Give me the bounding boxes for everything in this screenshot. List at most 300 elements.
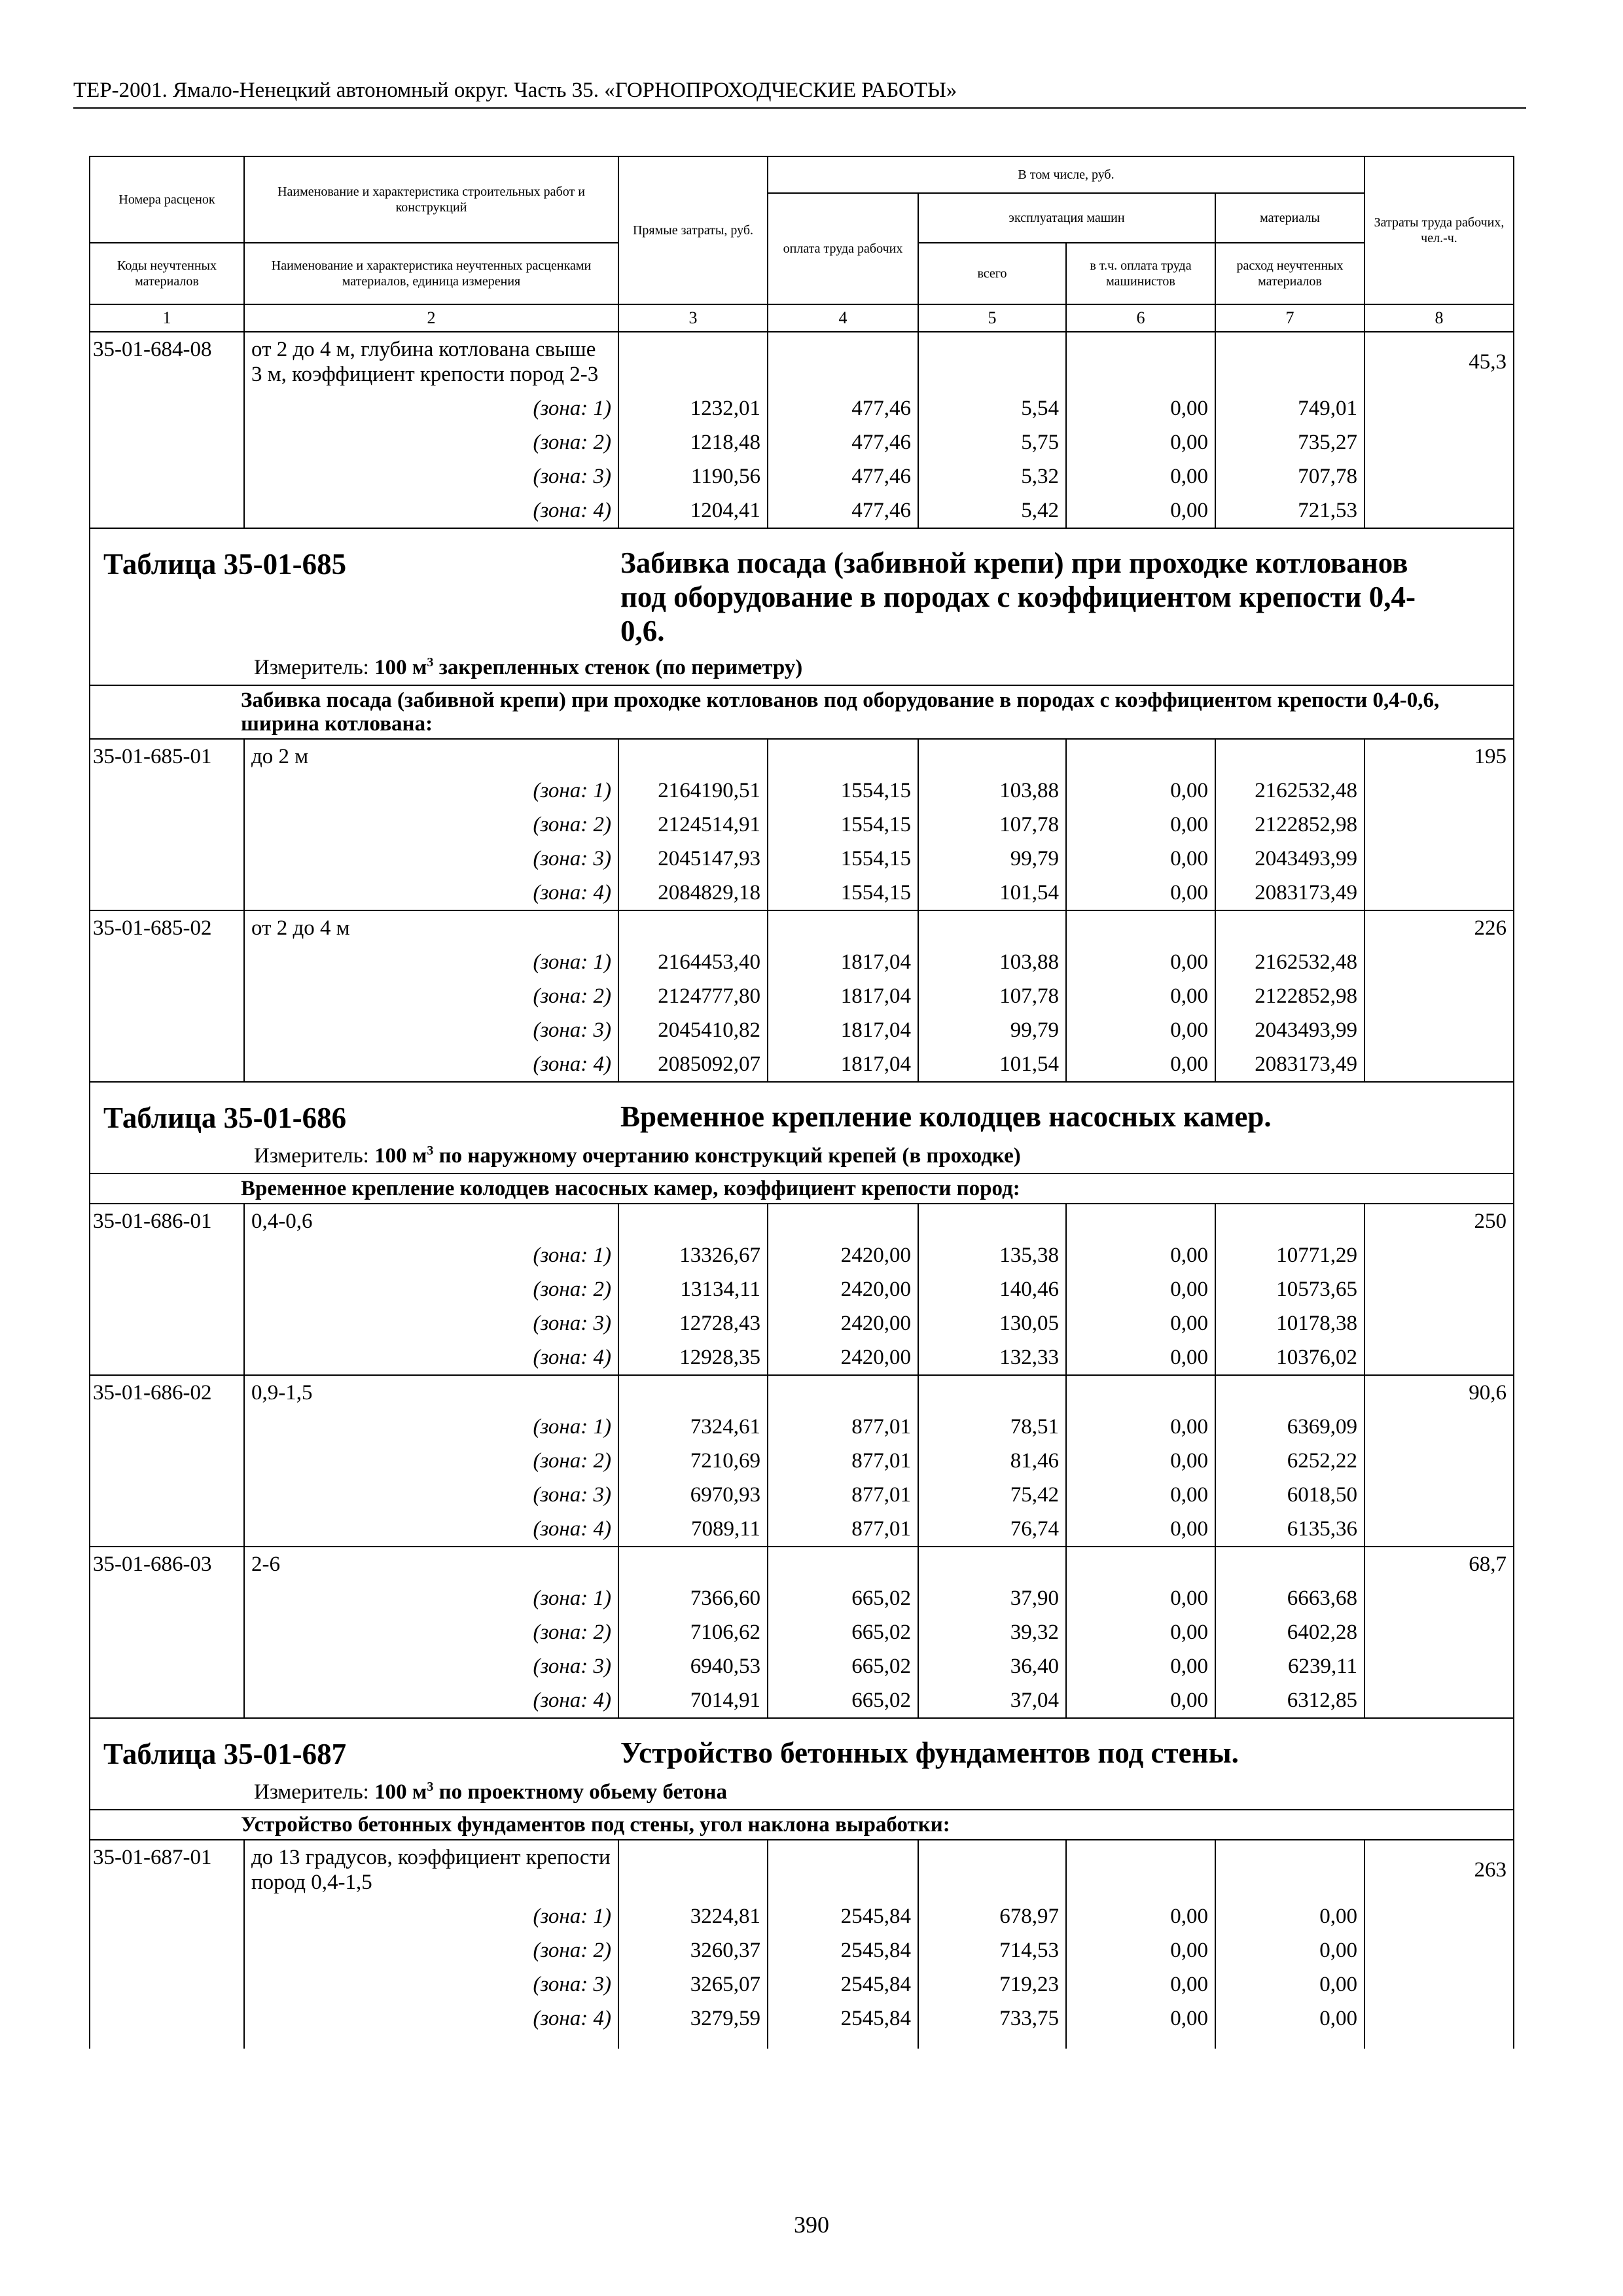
empty-cell <box>1364 459 1514 493</box>
machine-cost: 733,75 <box>918 2001 1066 2036</box>
empty-cell <box>90 493 244 528</box>
section-heading: Устройство бетонных фундаментов под стены, угол наклона выработки: <box>90 1810 1514 1840</box>
empty-cell <box>768 1204 918 1238</box>
zone-label: (зона: 2) <box>244 1272 618 1306</box>
col-wages: оплата труда рабочих <box>768 193 918 304</box>
labor-cost: 263 <box>1364 1840 1514 1899</box>
measure-unit-power: 3 <box>427 1143 434 1158</box>
machinist-wages: 0,00 <box>1066 1933 1215 1967</box>
col-code-bottom: Коды неучтенных материалов <box>90 243 244 304</box>
section-heading-row <box>90 1174 1514 1204</box>
machine-cost: 5,75 <box>918 425 1066 459</box>
labor-cost: 195 <box>1364 739 1514 774</box>
machine-cost: 107,78 <box>918 979 1066 1013</box>
zone-row <box>90 1272 1514 1306</box>
col-num: 6 <box>1066 304 1215 332</box>
rate-name: 0,9-1,5 <box>244 1375 618 1410</box>
worker-wages: 1817,04 <box>768 1013 918 1047</box>
section-heading: Временное крепление колодцев насосных камер, коэффициент крепости пород: <box>90 1174 1514 1204</box>
machine-cost: 130,05 <box>918 1306 1066 1340</box>
materials-cost: 721,53 <box>1215 493 1364 528</box>
materials-cost: 2162532,48 <box>1215 774 1364 808</box>
empty-cell <box>90 425 244 459</box>
machinist-wages: 0,00 <box>1066 459 1215 493</box>
zone-row <box>90 774 1514 808</box>
measure-prefix: Измеритель: <box>254 656 375 679</box>
zone-label: (зона: 2) <box>244 1444 618 1478</box>
table-title-line <box>103 1100 1500 1136</box>
rate-name: 0,4-0,6 <box>244 1204 618 1238</box>
empty-cell <box>90 1899 244 1933</box>
empty-cell <box>90 876 244 910</box>
direct-cost: 2124514,91 <box>618 808 768 842</box>
measure-description: закрепленных стенок (по периметру) <box>433 656 803 679</box>
machine-cost: 5,42 <box>918 493 1066 528</box>
rate-name: от 2 до 4 м <box>244 910 618 945</box>
zone-row <box>90 1047 1514 1082</box>
materials-cost: 2043493,99 <box>1215 1013 1364 1047</box>
machine-cost: 5,54 <box>918 391 1066 425</box>
direct-cost: 6970,93 <box>618 1478 768 1512</box>
empty-cell <box>90 1967 244 2001</box>
zone-label: (зона: 4) <box>244 876 618 910</box>
section-heading-row <box>90 685 1514 739</box>
empty-cell <box>1066 1547 1215 1581</box>
empty-cell <box>1364 1013 1514 1047</box>
direct-cost: 13134,11 <box>618 1272 768 1306</box>
zone-row <box>90 459 1514 493</box>
zone-row <box>90 493 1514 528</box>
direct-cost: 6940,53 <box>618 1649 768 1683</box>
worker-wages: 877,01 <box>768 1444 918 1478</box>
zone-row <box>90 2001 1514 2036</box>
direct-cost: 7106,62 <box>618 1615 768 1649</box>
materials-cost: 2122852,98 <box>1215 979 1364 1013</box>
empty-cell <box>1364 493 1514 528</box>
empty-cell <box>1364 2001 1514 2036</box>
empty-cell <box>618 1840 768 1899</box>
zone-row <box>90 391 1514 425</box>
zone-label: (зона: 2) <box>244 425 618 459</box>
rate-code: 35-01-685-01 <box>90 739 244 774</box>
worker-wages: 2420,00 <box>768 1238 918 1272</box>
labor-cost: 45,3 <box>1364 332 1514 391</box>
measure-unit-base: 100 м <box>374 656 427 679</box>
direct-cost: 7089,11 <box>618 1512 768 1547</box>
empty-cell <box>1364 808 1514 842</box>
empty-cell <box>90 1581 244 1615</box>
zone-row <box>90 1512 1514 1547</box>
worker-wages: 2420,00 <box>768 1272 918 1306</box>
machine-cost: 132,33 <box>918 1340 1066 1375</box>
zone-row <box>90 945 1514 979</box>
direct-cost: 2045147,93 <box>618 842 768 876</box>
direct-cost: 1218,48 <box>618 425 768 459</box>
measure-unit <box>254 1136 1500 1173</box>
table-heading <box>90 528 1514 685</box>
materials-cost: 6663,68 <box>1215 1581 1364 1615</box>
zone-label: (зона: 1) <box>244 1899 618 1933</box>
materials-cost: 2162532,48 <box>1215 945 1364 979</box>
rate-code: 35-01-687-01 <box>90 1840 244 1899</box>
zone-row <box>90 1306 1514 1340</box>
machinist-wages: 0,00 <box>1066 1512 1215 1547</box>
empty-cell <box>918 1840 1066 1899</box>
zone-label: (зона: 1) <box>244 945 618 979</box>
col-num: 8 <box>1364 304 1514 332</box>
empty-cell <box>90 1512 244 1547</box>
empty-cell <box>1215 1547 1364 1581</box>
machine-cost: 140,46 <box>918 1272 1066 1306</box>
table-heading-row <box>90 528 1514 685</box>
worker-wages: 665,02 <box>768 1683 918 1718</box>
empty-cell <box>918 739 1066 774</box>
zone-row <box>90 808 1514 842</box>
zone-label: (зона: 2) <box>244 808 618 842</box>
zone-row <box>90 1410 1514 1444</box>
table-heading-row <box>90 1082 1514 1174</box>
machinist-wages: 0,00 <box>1066 842 1215 876</box>
worker-wages: 877,01 <box>768 1512 918 1547</box>
empty-cell <box>1364 2036 1514 2049</box>
materials-cost: 6135,36 <box>1215 1512 1364 1547</box>
empty-cell <box>90 774 244 808</box>
measure-description: по проектному обьему бетона <box>433 1780 728 1804</box>
measure-value <box>374 656 802 679</box>
direct-cost: 3260,37 <box>618 1933 768 1967</box>
direct-cost: 7014,91 <box>618 1683 768 1718</box>
empty-cell <box>1364 391 1514 425</box>
empty-cell <box>1364 979 1514 1013</box>
col-code-top: Номера расценок <box>90 156 244 243</box>
materials-cost: 6402,28 <box>1215 1615 1364 1649</box>
empty-cell <box>918 1547 1066 1581</box>
empty-cell <box>1364 1238 1514 1272</box>
column-numbers-row <box>90 304 1514 332</box>
item-row <box>90 1204 1514 1238</box>
empty-cell <box>1364 1967 1514 2001</box>
empty-cell <box>618 332 768 391</box>
zone-label: (зона: 3) <box>244 1967 618 2001</box>
machine-cost: 81,46 <box>918 1444 1066 1478</box>
col-name-bottom: Наименование и характеристика неучтенных расценками материалов, единица измерения <box>244 243 618 304</box>
item-row <box>90 1840 1514 1899</box>
empty-cell <box>1364 1512 1514 1547</box>
table-id: Таблица 35-01-685 <box>103 548 347 581</box>
empty-cell <box>1364 1683 1514 1718</box>
zone-row <box>90 1615 1514 1649</box>
materials-cost: 735,27 <box>1215 425 1364 459</box>
rate-code: 35-01-686-02 <box>90 1375 244 1410</box>
empty-cell <box>1066 1840 1215 1899</box>
zone-label: (зона: 1) <box>244 1238 618 1272</box>
machinist-wages: 0,00 <box>1066 1410 1215 1444</box>
col-num: 5 <box>918 304 1066 332</box>
worker-wages: 1817,04 <box>768 1047 918 1082</box>
table-title-line <box>103 1736 1500 1772</box>
table-heading-row <box>90 1718 1514 1810</box>
empty-cell <box>768 2036 918 2049</box>
direct-cost: 2124777,80 <box>618 979 768 1013</box>
machinist-wages: 0,00 <box>1066 425 1215 459</box>
worker-wages: 477,46 <box>768 391 918 425</box>
empty-cell <box>618 2036 768 2049</box>
machine-cost: 39,32 <box>918 1615 1066 1649</box>
table-id: Таблица 35-01-686 <box>103 1102 347 1134</box>
machine-cost: 78,51 <box>918 1410 1066 1444</box>
worker-wages: 2420,00 <box>768 1306 918 1340</box>
direct-cost: 3279,59 <box>618 2001 768 2036</box>
zone-row <box>90 1444 1514 1478</box>
empty-cell <box>1066 739 1215 774</box>
machine-cost: 107,78 <box>918 808 1066 842</box>
empty-cell <box>90 459 244 493</box>
worker-wages: 2545,84 <box>768 1967 918 2001</box>
header-row-1 <box>90 156 1514 193</box>
materials-cost: 707,78 <box>1215 459 1364 493</box>
empty-cell <box>1364 1444 1514 1478</box>
empty-cell <box>90 1340 244 1375</box>
section-heading-row <box>90 1810 1514 1840</box>
table-heading <box>90 1718 1514 1810</box>
table-id: Таблица 35-01-687 <box>103 1738 347 1770</box>
materials-cost: 2083173,49 <box>1215 1047 1364 1082</box>
empty-cell <box>90 1306 244 1340</box>
rate-name: 2-6 <box>244 1547 618 1581</box>
empty-cell <box>1066 332 1215 391</box>
materials-cost: 10178,38 <box>1215 1306 1364 1340</box>
item-row <box>90 1375 1514 1410</box>
machinist-wages: 0,00 <box>1066 979 1215 1013</box>
zone-label: (зона: 1) <box>244 1410 618 1444</box>
rate-name: до 13 градусов, коэффициент крепости пород 0,4-1,5 <box>244 1840 618 1899</box>
empty-cell <box>1215 910 1364 945</box>
zone-row <box>90 1967 1514 2001</box>
worker-wages: 1554,15 <box>768 808 918 842</box>
materials-cost: 2043493,99 <box>1215 842 1364 876</box>
col-unaccounted: расход неучтенных материалов <box>1215 243 1364 304</box>
col-num: 2 <box>244 304 618 332</box>
machinist-wages: 0,00 <box>1066 391 1215 425</box>
empty-cell <box>1066 910 1215 945</box>
empty-cell <box>1364 1649 1514 1683</box>
machinist-wages: 0,00 <box>1066 1967 1215 2001</box>
empty-cell <box>90 808 244 842</box>
machinist-wages: 0,00 <box>1066 876 1215 910</box>
zone-label: (зона: 1) <box>244 391 618 425</box>
machinist-wages: 0,00 <box>1066 774 1215 808</box>
empty-cell <box>90 1047 244 1082</box>
zone-label: (зона: 2) <box>244 1933 618 1967</box>
machine-cost: 37,04 <box>918 1683 1066 1718</box>
empty-cell <box>90 1933 244 1967</box>
worker-wages: 1817,04 <box>768 945 918 979</box>
zone-label: (зона: 3) <box>244 1013 618 1047</box>
zone-label: (зона: 4) <box>244 1683 618 1718</box>
worker-wages: 477,46 <box>768 493 918 528</box>
machine-cost: 678,97 <box>918 1899 1066 1933</box>
price-table <box>89 156 1514 2049</box>
measure-prefix: Измеритель: <box>254 1780 375 1804</box>
empty-cell <box>618 1547 768 1581</box>
materials-cost: 0,00 <box>1215 1899 1364 1933</box>
rate-name: от 2 до 4 м, глубина котлована свыше 3 м, коэффициент крепости пород 2-3 <box>244 332 618 391</box>
materials-cost: 2122852,98 <box>1215 808 1364 842</box>
worker-wages: 665,02 <box>768 1615 918 1649</box>
materials-cost: 6369,09 <box>1215 1410 1364 1444</box>
col-group: В том числе, руб. <box>768 156 1364 193</box>
measure-unit-power: 3 <box>427 655 434 670</box>
empty-cell <box>1215 1204 1364 1238</box>
worker-wages: 877,01 <box>768 1478 918 1512</box>
empty-cell <box>918 1204 1066 1238</box>
zone-row <box>90 979 1514 1013</box>
zone-row <box>90 425 1514 459</box>
empty-cell <box>618 1204 768 1238</box>
empty-cell <box>1364 1899 1514 1933</box>
direct-cost: 1190,56 <box>618 459 768 493</box>
zone-label: (зона: 3) <box>244 1649 618 1683</box>
worker-wages: 877,01 <box>768 1410 918 1444</box>
measure-value <box>374 1780 727 1804</box>
empty-cell <box>1364 1306 1514 1340</box>
measure-prefix: Измеритель: <box>254 1144 375 1168</box>
empty-cell <box>90 2001 244 2036</box>
item-row <box>90 1547 1514 1581</box>
machinist-wages: 0,00 <box>1066 493 1215 528</box>
empty-cell <box>918 910 1066 945</box>
worker-wages: 665,02 <box>768 1649 918 1683</box>
direct-cost: 3265,07 <box>618 1967 768 2001</box>
zone-label: (зона: 1) <box>244 774 618 808</box>
machinist-wages: 0,00 <box>1066 1615 1215 1649</box>
col-labor: Затраты труда рабочих, чел.-ч. <box>1364 156 1514 304</box>
machinist-wages: 0,00 <box>1066 808 1215 842</box>
empty-cell <box>1066 1204 1215 1238</box>
machinist-wages: 0,00 <box>1066 1444 1215 1478</box>
running-header: ТЕР-2001. Ямало-Ненецкий автономный округ. Часть 35. «ГОРНОПРОХОДЧЕСКИЕ РАБОТЫ» <box>73 73 1526 109</box>
empty-cell <box>768 739 918 774</box>
worker-wages: 2545,84 <box>768 2001 918 2036</box>
empty-cell <box>768 332 918 391</box>
direct-cost: 7324,61 <box>618 1410 768 1444</box>
table-heading <box>90 1082 1514 1174</box>
zone-row <box>90 1238 1514 1272</box>
zone-row <box>90 1933 1514 1967</box>
empty-cell <box>1364 876 1514 910</box>
empty-cell <box>618 910 768 945</box>
empty-cell <box>1215 1375 1364 1410</box>
worker-wages: 2420,00 <box>768 1340 918 1375</box>
direct-cost: 1204,41 <box>618 493 768 528</box>
empty-cell <box>1364 1047 1514 1082</box>
materials-cost: 2083173,49 <box>1215 876 1364 910</box>
zone-label: (зона: 4) <box>244 493 618 528</box>
worker-wages: 2545,84 <box>768 1933 918 1967</box>
materials-cost: 10771,29 <box>1215 1238 1364 1272</box>
worker-wages: 1554,15 <box>768 774 918 808</box>
zone-label: (зона: 2) <box>244 1615 618 1649</box>
measure-unit-base: 100 м <box>374 1780 427 1804</box>
empty-cell <box>90 842 244 876</box>
zone-label: (зона: 4) <box>244 2001 618 2036</box>
zone-label: (зона: 1) <box>244 1581 618 1615</box>
worker-wages: 1554,15 <box>768 842 918 876</box>
rate-code: 35-01-684-08 <box>90 332 244 391</box>
materials-cost: 10573,65 <box>1215 1272 1364 1306</box>
rate-code: 35-01-685-02 <box>90 910 244 945</box>
direct-cost: 2164453,40 <box>618 945 768 979</box>
empty-cell <box>1215 2036 1364 2049</box>
machine-cost: 99,79 <box>918 842 1066 876</box>
zone-label: (зона: 4) <box>244 1340 618 1375</box>
empty-cell <box>768 1840 918 1899</box>
zone-row <box>90 842 1514 876</box>
empty-cell <box>1364 945 1514 979</box>
page-number: 390 <box>794 2212 829 2238</box>
col-name-top: Наименование и характеристика строительных работ и конструкций <box>244 156 618 243</box>
empty-cell <box>1364 842 1514 876</box>
zone-row <box>90 1013 1514 1047</box>
measure-unit <box>254 1772 1500 1809</box>
machine-cost: 714,53 <box>918 1933 1066 1967</box>
direct-cost: 2084829,18 <box>618 876 768 910</box>
col-materials: материалы <box>1215 193 1364 243</box>
empty-cell <box>918 1375 1066 1410</box>
empty-cell <box>90 1683 244 1718</box>
item-row <box>90 739 1514 774</box>
zone-row <box>90 1478 1514 1512</box>
machinist-wages: 0,00 <box>1066 1683 1215 1718</box>
materials-cost: 6252,22 <box>1215 1444 1364 1478</box>
empty-cell <box>90 1444 244 1478</box>
zone-label: (зона: 3) <box>244 1478 618 1512</box>
empty-cell <box>1215 1840 1364 1899</box>
rate-name: до 2 м <box>244 739 618 774</box>
zone-label: (зона: 4) <box>244 1512 618 1547</box>
empty-cell <box>90 945 244 979</box>
empty-cell <box>244 2036 618 2049</box>
machinist-wages: 0,00 <box>1066 1478 1215 1512</box>
empty-cell <box>90 1238 244 1272</box>
materials-cost: 6312,85 <box>1215 1683 1364 1718</box>
empty-cell <box>1364 425 1514 459</box>
direct-cost: 1232,01 <box>618 391 768 425</box>
materials-cost: 6018,50 <box>1215 1478 1364 1512</box>
machine-cost: 101,54 <box>918 1047 1066 1082</box>
worker-wages: 1817,04 <box>768 979 918 1013</box>
direct-cost: 12928,35 <box>618 1340 768 1375</box>
zone-row <box>90 1340 1514 1375</box>
zone-row <box>90 1581 1514 1615</box>
empty-cell <box>1364 1410 1514 1444</box>
direct-cost: 2164190,51 <box>618 774 768 808</box>
empty-cell <box>90 391 244 425</box>
worker-wages: 477,46 <box>768 459 918 493</box>
direct-cost: 13326,67 <box>618 1238 768 1272</box>
machinist-wages: 0,00 <box>1066 1340 1215 1375</box>
worker-wages: 1554,15 <box>768 876 918 910</box>
labor-cost: 90,6 <box>1364 1375 1514 1410</box>
col-num: 4 <box>768 304 918 332</box>
zone-row <box>90 1683 1514 1718</box>
machine-cost: 37,90 <box>918 1581 1066 1615</box>
machinist-wages: 0,00 <box>1066 1581 1215 1615</box>
empty-cell <box>618 1375 768 1410</box>
col-mach-wages: в т.ч. оплата труда машинистов <box>1066 243 1215 304</box>
machine-cost: 5,32 <box>918 459 1066 493</box>
machinist-wages: 0,00 <box>1066 1272 1215 1306</box>
